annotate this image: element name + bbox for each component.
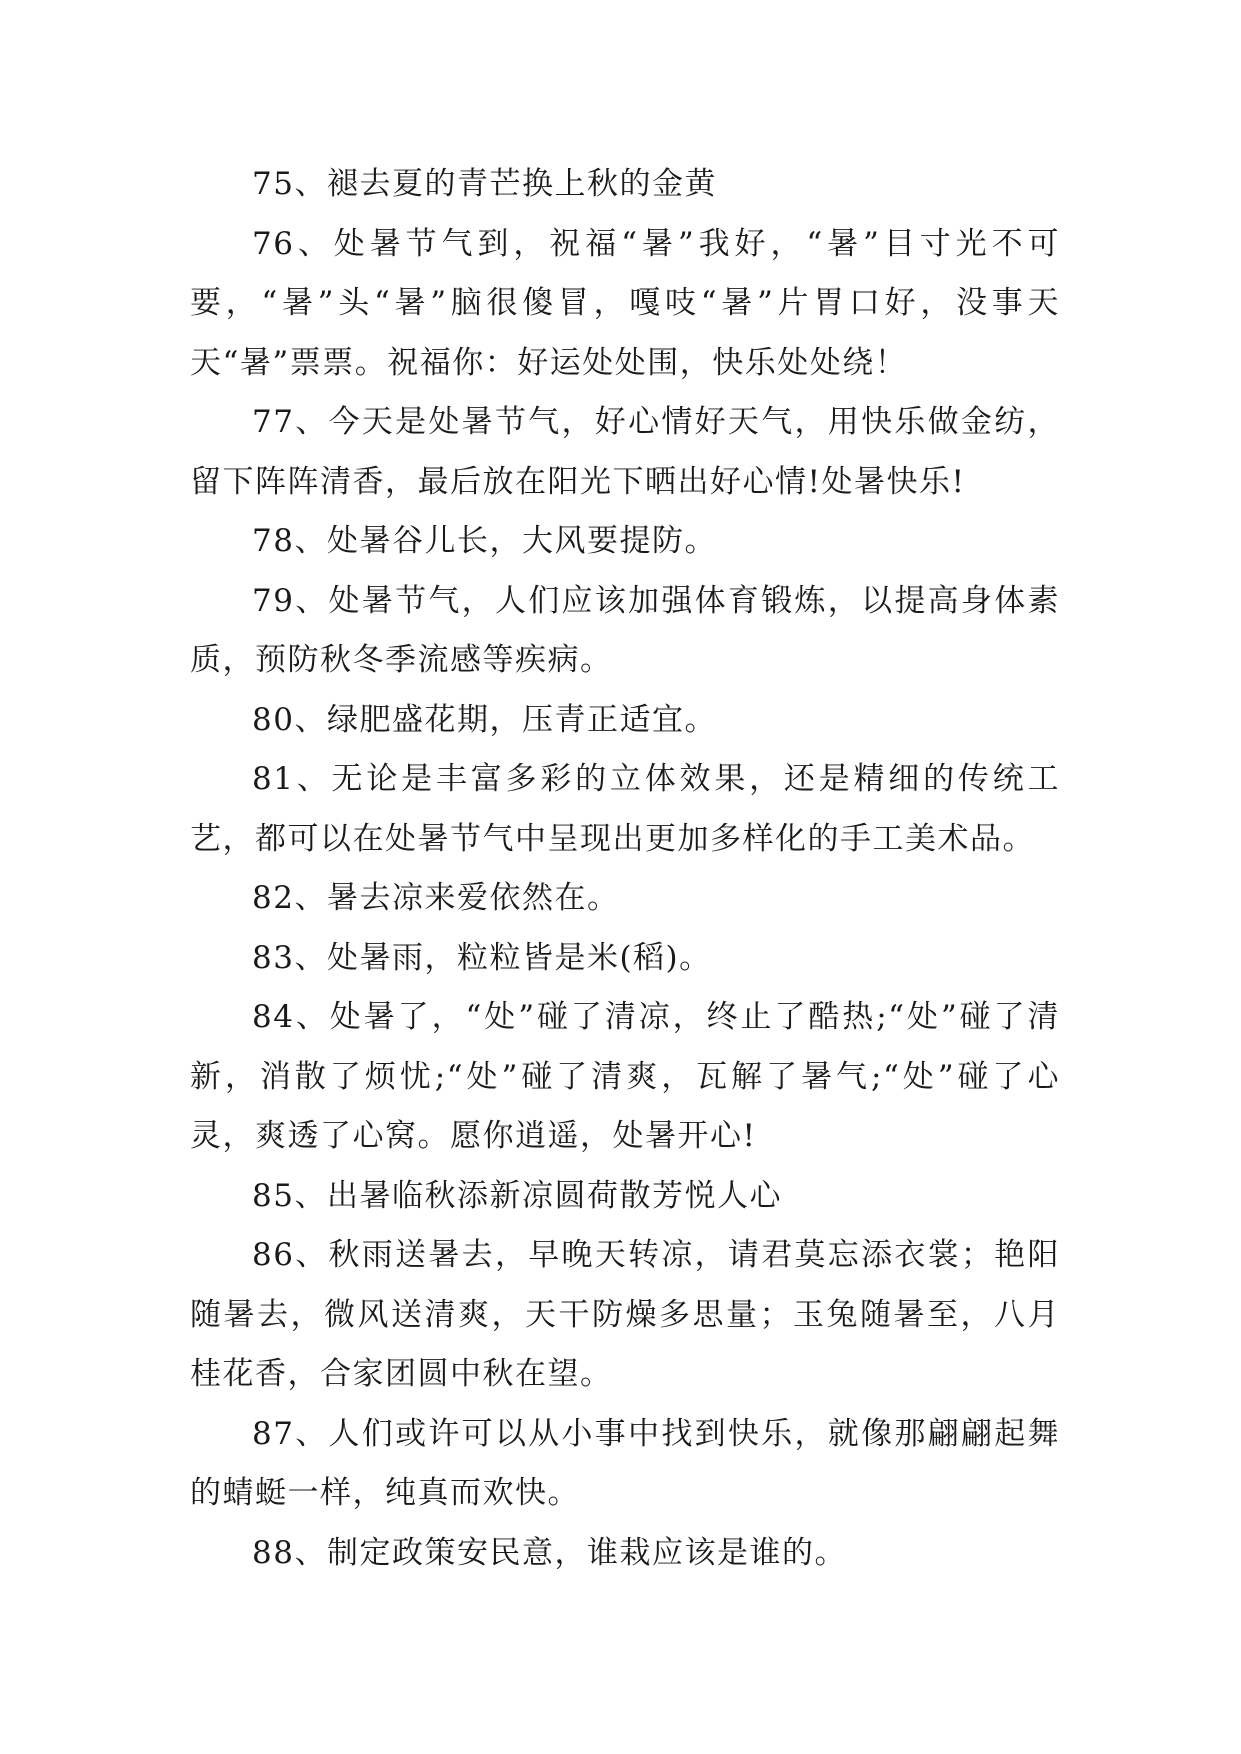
paragraph-86: 86、秋雨送暑去，早晚天转凉，请君莫忘添衣裳；艳阳随暑去，微风送清爽，天干防燥多思量；玉兔随暑至，八月桂花香，合家团圆中秋在望。	[190, 1237, 1060, 1392]
paragraph-82: 82、暑去凉来爱依然在。	[252, 880, 620, 916]
paragraph-85: 85、出暑临秋添新凉圆荷散芳悦人心	[252, 1177, 782, 1214]
paragraph-79: 79、处暑节气，人们应该加强体育锻炼，以提高身体素质，预防秋冬季流感等疾病。	[190, 582, 1060, 678]
paragraph-88: 88、制定政策安民意，谁栽应该是谁的。	[252, 1534, 847, 1571]
paragraph-76: 76、处暑节气到，祝福“暑”我好，“暑”目寸光不可要，“暑”头“暑”脑很傻冒，嘎吱“暑”片胃口好，没事天天“暑”票票。祝福你：好运处处围，快乐处处绕！	[190, 225, 1060, 381]
paragraph-77: 77、今天是处暑节气，好心情好天气，用快乐做金纺，留下阵阵清香，最后放在阳光下晒出好心情!处暑快乐!	[190, 404, 1060, 500]
paragraph-75: 75、褪去夏的青芒换上秋的金黄	[252, 166, 717, 202]
paragraph-87: 87、人们或许可以从小事中找到快乐，就像那翩翩起舞的蜻蜓一样，纯真而欢快。	[190, 1415, 1060, 1511]
paragraph-80: 80、绿肥盛花期，压青正适宜。	[252, 701, 717, 738]
paragraph-78: 78、处暑谷儿长，大风要提防。	[252, 523, 717, 559]
paragraph-81: 81、无论是丰富多彩的立体效果，还是精细的传统工艺，都可以在处暑节气中呈现出更加多样化的手工美术品。	[190, 761, 1060, 857]
document-body	[190, 155, 1060, 1583]
paragraph-83: 83、处暑雨，粒粒皆是米(稻)。	[252, 939, 712, 976]
paragraph-84: 84、处暑了，“处”碰了清凉，终止了酷热;“处”碰了清新，消散了烦忧;“处”碰了清爽，瓦解了暑气;“处”碰了心灵，爽透了心窝。愿你逍遥，处暑开心!	[190, 999, 1060, 1154]
